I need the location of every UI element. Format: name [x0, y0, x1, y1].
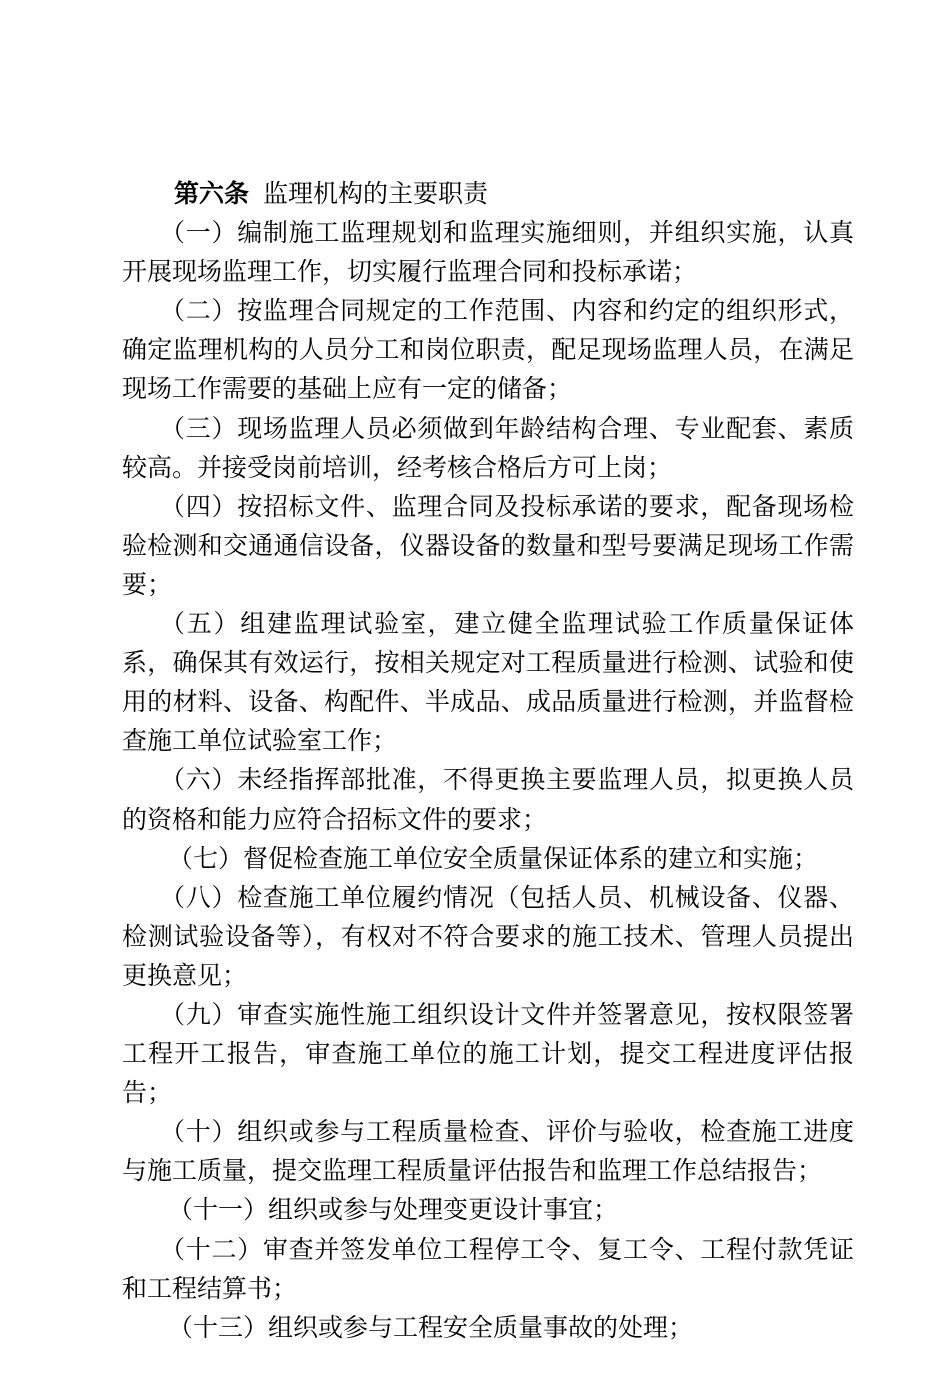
article-heading — [122, 174, 854, 213]
paragraph-item-11: （十一）组织或参与处理变更设计事宜； — [168, 1195, 619, 1225]
paragraph-item-9: （九）审查实施性施工组织设计文件并签署意见，按权限签署工程开工报告，审查施工单位的施工计划，提交工程进度评估报告； — [122, 999, 854, 1108]
paragraph-item-3: （三）现场监理人员必须做到年龄结构合理、专业配套、素质较高。并接受岗前培训，经考核合格后方可上岗； — [122, 413, 854, 482]
paragraph-item-5: （五）组建监理试验室，建立健全监理试验工作质量保证体系，确保其有效运行，按相关规定对工程质量进行检测、试验和使用的材料、设备、构配件、半成品、成品质量进行检测，并监督检查施工单位试验室工作； — [122, 609, 854, 756]
paragraph-item-6: （六）未经指挥部批准，不得更换主要监理人员，拟更换人员的资格和能力应符合招标文件的要求； — [122, 765, 854, 834]
paragraph-item-12: （十二）审查并签发单位工程停工令、复工令、工程付款凭证和工程结算书； — [122, 1234, 854, 1303]
paragraph-item-7: （七）督促检查施工单位安全质量保证体系的建立和实施； — [168, 843, 819, 873]
document-body — [122, 174, 854, 1347]
paragraph-item-4: （四）按招标文件、监理合同及投标承诺的要求，配备现场检验检测和交通通信设备，仪器设备的数量和型号要满足现场工作需要； — [122, 491, 854, 599]
paragraph-item-8: （八）检查施工单位履约情况（包括人员、机械设备、仪器、检测试验设备等），有权对不符合要求的施工技术、管理人员提出更换意见； — [122, 882, 854, 990]
paragraph-item-2: （二）按监理合同规定的工作范围、内容和约定的组织形式，确定监理机构的人员分工和岗位职责，配足现场监理人员，在满足现场工作需要的基础上应有一定的储备； — [122, 296, 854, 404]
paragraph-item-13: （十三）组织或参与工程安全质量事故的处理； — [168, 1312, 694, 1342]
paragraph-item-1: （一）编制施工监理规划和监理实施细则，并组织实施，认真开展现场监理工作，切实履行监理合同和投标承诺； — [122, 218, 854, 287]
article-title: 监理机构的主要职责 — [263, 179, 489, 208]
paragraph-item-10: （十）组织或参与工程质量检查、评价与验收，检查施工进度与施工质量，提交监理工程质量评估报告和监理工作总结报告； — [122, 1117, 854, 1186]
article-number: 第六条 — [174, 179, 250, 208]
